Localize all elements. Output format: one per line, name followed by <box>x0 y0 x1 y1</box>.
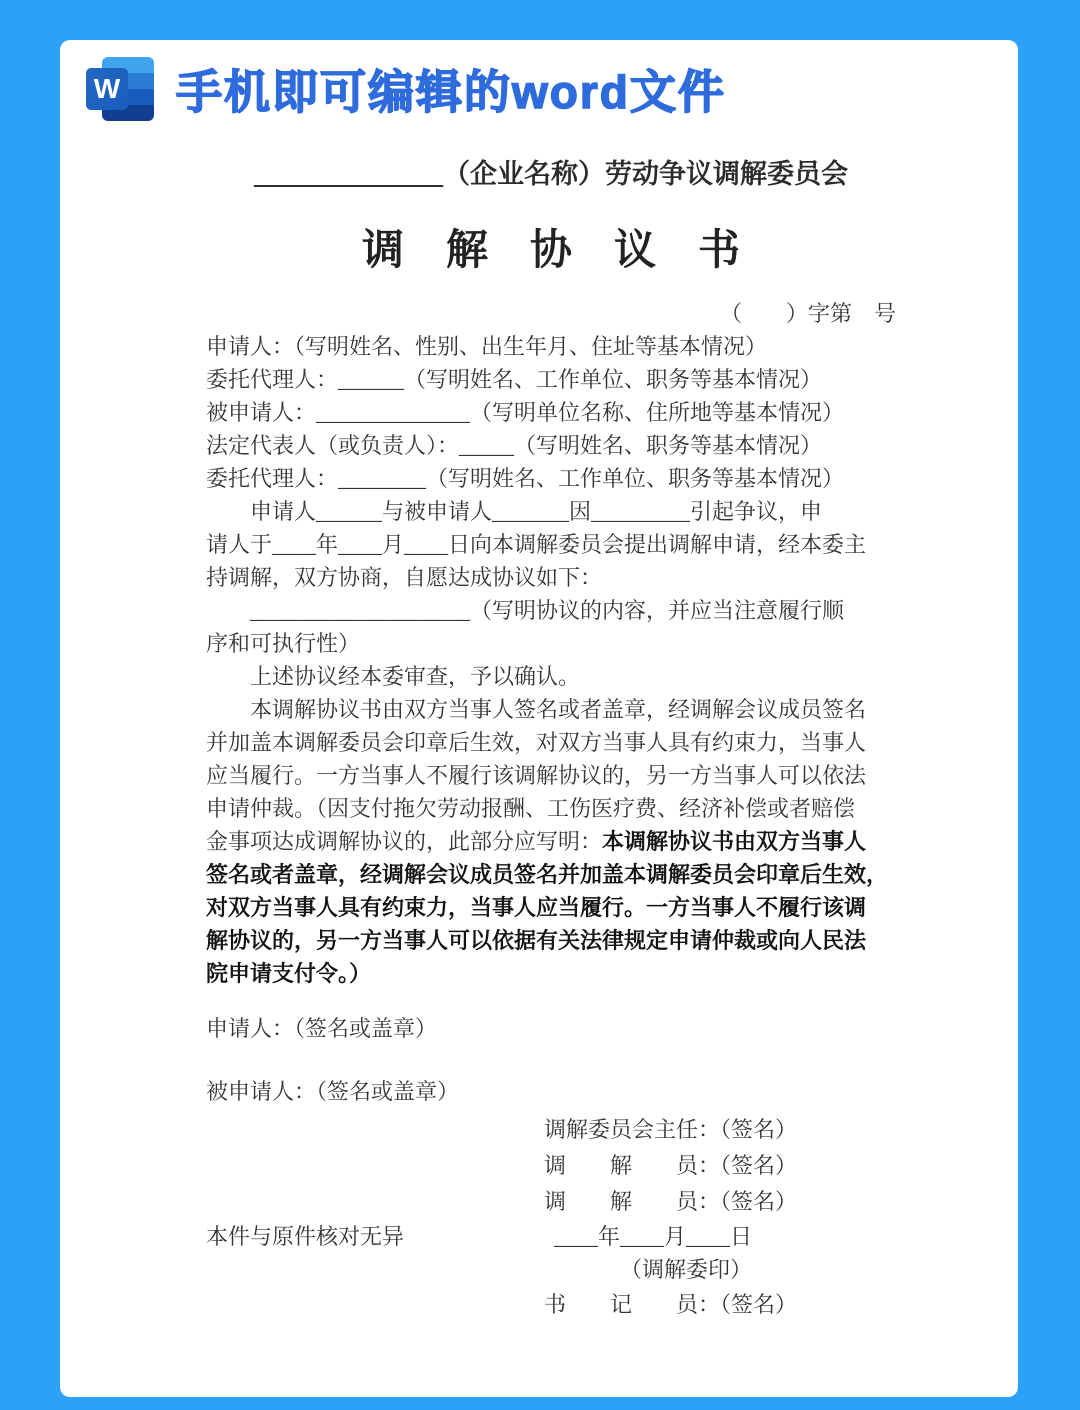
text-segment: 签名或者盖章，经调解会议成员签名并加盖本调解委员会印章后生效， <box>206 862 889 887</box>
verification-and-date-line <box>206 1220 896 1253</box>
word-icon-letter-tile <box>86 68 128 110</box>
text-segment: 调 解 员：（签名） <box>544 1153 798 1178</box>
agent-line-2 <box>206 462 896 495</box>
text-segment: ____年____月____日 <box>554 1224 753 1249</box>
effect-paragraph-line-8 <box>206 924 896 957</box>
banner <box>60 40 1018 122</box>
text-segment: 委托代理人：______（写明姓名、工作单位、职务等基本情况） <box>206 367 823 392</box>
document-content <box>206 152 896 1321</box>
text-segment: 法定代表人（或负责人）：_____（写明姓名、职务等基本情况） <box>206 433 823 458</box>
word-icon-letter: W <box>93 73 121 104</box>
text-segment: 应当履行。一方当事人不履行该调解协议的，另一方当事人可以依法 <box>206 763 867 788</box>
agreement-content-line-1 <box>206 594 896 627</box>
text-segment: 本调解协议书由双方当事人签名或者盖章，经调解会议成员签名 <box>206 697 867 722</box>
document-page <box>60 40 1018 1397</box>
text-segment: 申请仲裁。（因支付拖欠劳动报酬、工伤医疗费、经济补偿或者赔偿 <box>206 796 856 821</box>
text-segment: 调 解 员：（签名） <box>544 1189 798 1214</box>
mediator-signature-line-2 <box>206 1185 896 1218</box>
committee-director-signature-line <box>206 1113 896 1146</box>
text-segment: （调解委印） <box>620 1257 753 1282</box>
text-segment: 持调解，双方协商，自愿达成协议如下： <box>206 565 603 590</box>
text-segment: 被申请人：（签名或盖章） <box>206 1079 460 1104</box>
applicant-line <box>206 330 896 363</box>
dispute-paragraph-line-3 <box>206 561 896 594</box>
committee-heading: ______________（企业名称）劳动争议调解委员会 <box>254 159 848 189</box>
text-segment: （ ）字第 号 <box>719 301 896 326</box>
text-segment: 申请人：（写明姓名、性别、出生年月、住址等基本情况） <box>206 334 768 359</box>
text-segment: 对双方当事人具有约束力，当事人应当履行。一方当事人不履行该调 <box>206 895 867 920</box>
dispute-paragraph-line-2 <box>206 528 896 561</box>
text-segment: 并加盖本调解委员会印章后生效，对双方当事人具有约束力，当事人 <box>206 730 867 755</box>
text-segment: 金事项达成调解协议的，此部分应写明： <box>206 829 603 854</box>
text-segment: 申请人______与被申请人_______因_________引起争议，申 <box>206 499 823 524</box>
effect-paragraph-line-3 <box>206 759 896 792</box>
text-segment: 上述协议经本委审查，予以确认。 <box>206 664 581 689</box>
document-title: 调 解 协 议 书 <box>361 228 740 274</box>
banner-title: 手机即可编辑的word文件 <box>176 66 726 118</box>
effect-paragraph-line-1 <box>206 693 896 726</box>
text-segment: 被申请人：______________（写明单位名称、住所地等基本情况） <box>206 400 845 425</box>
text-segment: 院申请支付令。） <box>206 961 372 986</box>
mediator-signature-line-1 <box>206 1149 896 1182</box>
effect-paragraph-line-9 <box>206 957 896 990</box>
effect-paragraph-line-4 <box>206 792 896 825</box>
text-segment: 解协议的，另一方当事人可以依据有关法律规定申请仲裁或向人民法 <box>206 928 867 953</box>
clerk-signature-line <box>206 1288 896 1321</box>
doc-number-line <box>206 297 896 330</box>
respondent-signature-line <box>206 1075 896 1108</box>
agent-line-1 <box>206 363 896 396</box>
doc-body <box>206 297 896 1321</box>
effect-paragraph-line-2 <box>206 726 896 759</box>
confirmation-line <box>206 660 896 693</box>
text-segment: 书 记 员：（签名） <box>544 1292 798 1317</box>
legal-representative-line <box>206 429 896 462</box>
word-icon <box>86 57 156 121</box>
text-segment: 申请人：（签名或盖章） <box>206 1016 438 1041</box>
text-segment: 序和可执行性） <box>206 631 361 656</box>
dispute-paragraph-line-1 <box>206 495 896 528</box>
text-segment: 调解委员会主任：（签名） <box>544 1117 798 1142</box>
respondent-line <box>206 396 896 429</box>
effect-paragraph-line-7 <box>206 891 896 924</box>
agreement-content-line-2 <box>206 627 896 660</box>
text-segment: 委托代理人：________（写明姓名、工作单位、职务等基本情况） <box>206 466 845 491</box>
text-segment: ____________________（写明协议的内容，并应当注意履行顺 <box>206 598 845 623</box>
text-segment: 本调解协议书由双方当事人 <box>602 829 867 854</box>
applicant-signature-line <box>206 1012 896 1045</box>
text-segment: 本件与原件核对无异 <box>206 1224 405 1249</box>
committee-seal-line <box>206 1253 896 1286</box>
effect-paragraph-line-6 <box>206 858 896 891</box>
effect-paragraph-line-5 <box>206 825 896 858</box>
text-segment: 请人于____年____月____日向本调解委员会提出调解申请，经本委主 <box>206 532 867 557</box>
